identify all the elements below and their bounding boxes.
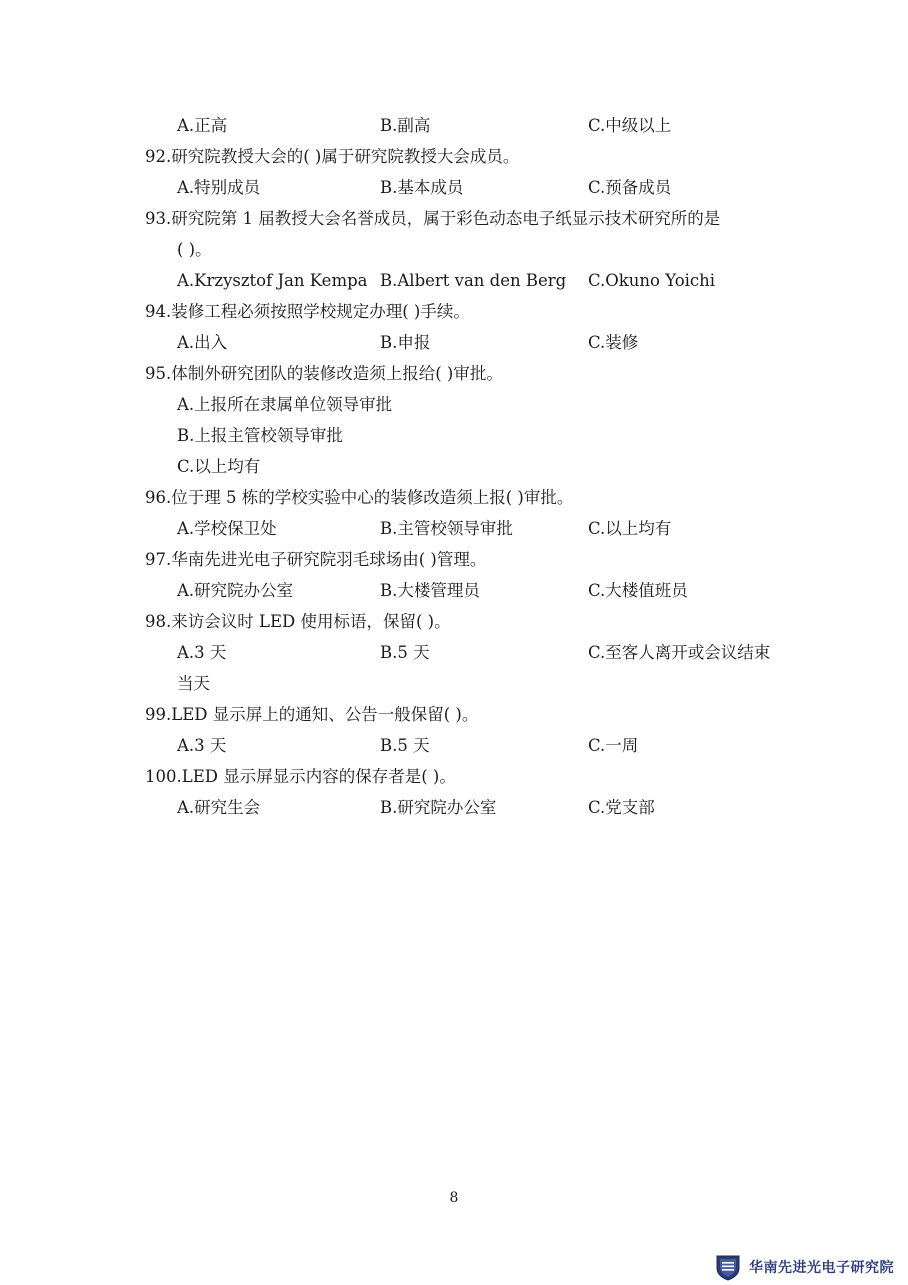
option-a: A.研究生会 bbox=[177, 798, 261, 817]
org-name: 华南先进光电子研究院 bbox=[749, 1260, 894, 1276]
options-row bbox=[145, 513, 825, 544]
option-b: B.申报 bbox=[380, 333, 431, 352]
option-b: B.Albert van den Berg bbox=[380, 271, 567, 290]
question-stem: 94.装修工程必须按照学校规定办理( )手续。 bbox=[145, 302, 470, 321]
option-c: C.以上均有 bbox=[177, 457, 261, 476]
option-b: B.5 天 bbox=[380, 736, 430, 755]
option-c: C.Okuno Yoichi bbox=[588, 271, 716, 290]
question-stem: 100.LED 显示屏显示内容的保存者是( )。 bbox=[145, 767, 456, 786]
options-row bbox=[145, 730, 825, 761]
option-b: B.主管校领导审批 bbox=[380, 519, 513, 538]
option-a: A.正高 bbox=[177, 116, 228, 135]
option-c: C.一周 bbox=[588, 736, 639, 755]
option-b: B.上报主管校领导审批 bbox=[177, 426, 343, 445]
question-list bbox=[145, 110, 825, 823]
option-a: A.研究院办公室 bbox=[177, 581, 294, 600]
options-row bbox=[145, 637, 825, 668]
options-row bbox=[145, 420, 825, 451]
options-row bbox=[145, 389, 825, 420]
option-b: B.5 天 bbox=[380, 643, 430, 662]
option-c: C.党支部 bbox=[588, 798, 655, 817]
option-c: C.装修 bbox=[588, 333, 639, 352]
page-number: 8 bbox=[449, 1190, 459, 1206]
options-row bbox=[145, 451, 825, 482]
footer-brand bbox=[715, 1252, 905, 1282]
option-a: A.上报所在隶属单位领导审批 bbox=[177, 395, 393, 414]
option-b: B.副高 bbox=[380, 116, 431, 135]
option-a: A.出入 bbox=[177, 333, 228, 352]
question-stem: 96.位于理 5 栋的学校实验中心的装修改造须上报( )审批。 bbox=[145, 488, 574, 507]
option-a: A.学校保卫处 bbox=[177, 519, 277, 538]
option-c-wrap: 当天 bbox=[177, 674, 210, 693]
options-row bbox=[145, 327, 825, 358]
option-a: A.3 天 bbox=[177, 736, 227, 755]
options-row bbox=[145, 265, 825, 296]
question-stem: 92.研究院教授大会的( )属于研究院教授大会成员。 bbox=[145, 147, 520, 166]
question-stem: 93.研究院第 1 届教授大会名誉成员，属于彩色动态电子纸显示技术研究所的是 bbox=[145, 209, 721, 228]
option-c: C.以上均有 bbox=[588, 519, 672, 538]
options-row bbox=[145, 172, 825, 203]
option-c: C.至客人离开或会议结束 bbox=[588, 643, 771, 662]
option-b: B.基本成员 bbox=[380, 178, 464, 197]
option-c: C.预备成员 bbox=[588, 178, 672, 197]
question-stem: 98.来访会议时 LED 使用标语，保留( )。 bbox=[145, 612, 451, 631]
options-row bbox=[145, 575, 825, 606]
question-stem: 95.体制外研究团队的装修改造须上报给( )审批。 bbox=[145, 364, 503, 383]
option-b: B.研究院办公室 bbox=[380, 798, 497, 817]
option-c: C.大楼值班员 bbox=[588, 581, 688, 600]
option-a: A.特别成员 bbox=[177, 178, 261, 197]
options-row bbox=[145, 792, 825, 823]
question-stem: 97.华南先进光电子研究院羽毛球场由( )管理。 bbox=[145, 550, 487, 569]
question-stem-continued: ( )。 bbox=[177, 240, 212, 259]
option-a: A.3 天 bbox=[177, 643, 227, 662]
option-b: B.大楼管理员 bbox=[380, 581, 480, 600]
question-stem: 99.LED 显示屏上的通知、公告一般保留( )。 bbox=[145, 705, 479, 724]
shield-crest-icon bbox=[715, 1253, 741, 1281]
option-a: A.Krzysztof Jan Kempa bbox=[177, 271, 368, 290]
option-c: C.中级以上 bbox=[588, 116, 672, 135]
options-row bbox=[145, 110, 825, 141]
